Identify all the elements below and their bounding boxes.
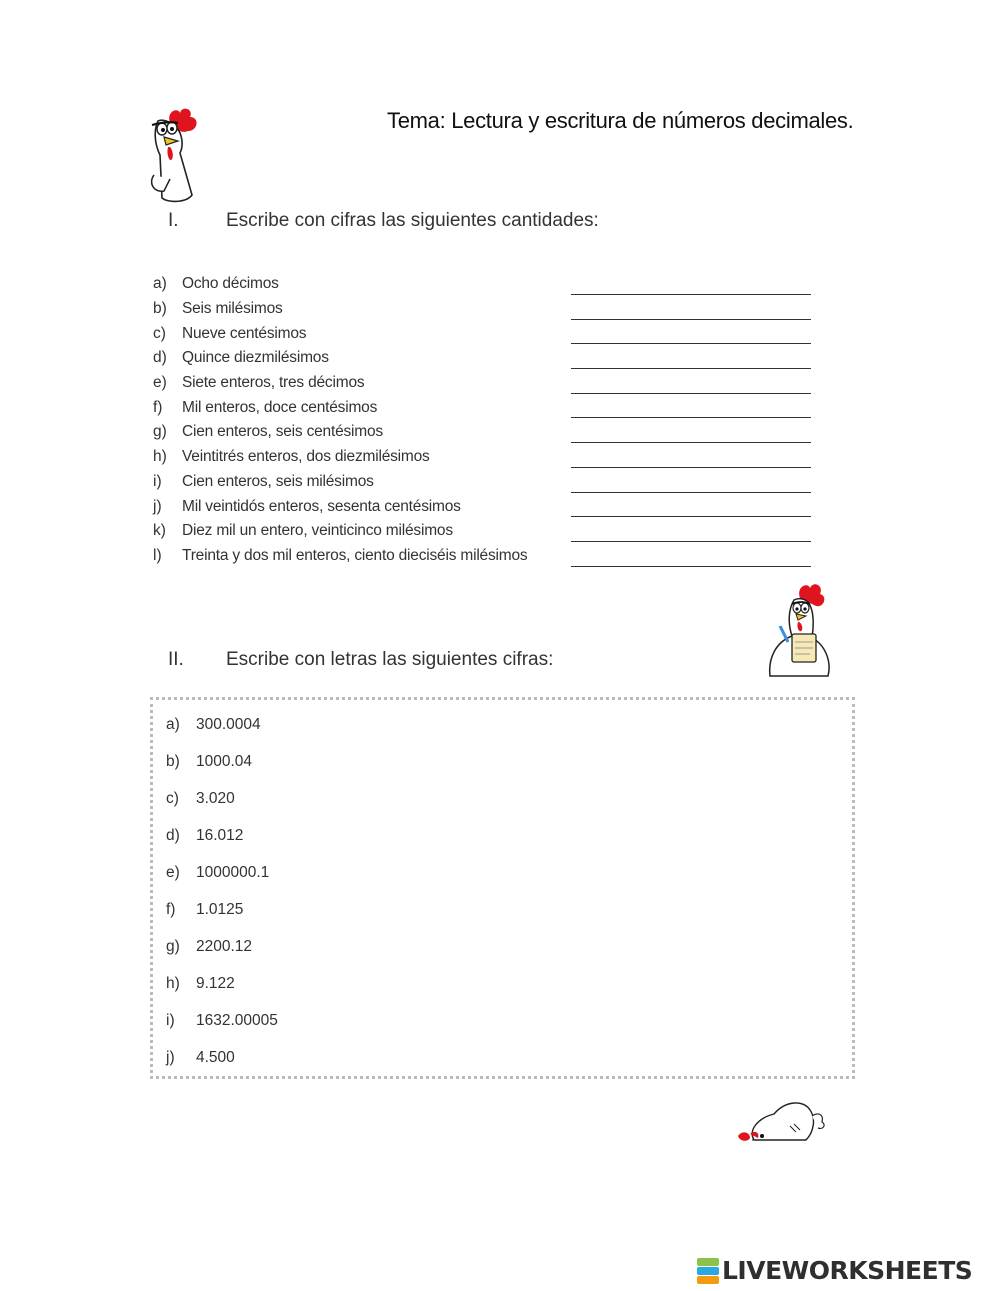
- section-2-instruction: Escribe con letras las siguientes cifras:: [226, 649, 554, 670]
- item-letter: g): [153, 423, 167, 441]
- answer-line[interactable]: [571, 294, 811, 295]
- list-item: [153, 395, 823, 420]
- item-letter: j): [166, 1048, 175, 1066]
- logo-square-green: [697, 1258, 719, 1266]
- item-value: 4.500: [196, 1048, 235, 1066]
- rooster-peeking-illustration: [148, 103, 200, 205]
- item-letter: b): [166, 752, 180, 770]
- list-item: [153, 519, 823, 544]
- item-letter: a): [153, 275, 167, 293]
- item-letter: i): [166, 1011, 175, 1029]
- item-text: Cien enteros, seis centésimos: [182, 423, 383, 441]
- item-text: Seis milésimos: [182, 300, 283, 318]
- item-letter: g): [166, 937, 180, 955]
- list-item: [153, 420, 823, 445]
- list-item: [166, 706, 278, 743]
- item-letter: i): [153, 472, 162, 490]
- list-item: [153, 272, 823, 297]
- item-letter: e): [166, 863, 180, 881]
- list-item: [166, 1039, 278, 1076]
- list-item: [166, 891, 278, 928]
- list-item: [166, 780, 278, 817]
- item-value: 3.020: [196, 789, 235, 807]
- item-text: Nueve centésimos: [182, 324, 307, 342]
- list-item: [166, 928, 278, 965]
- list-item: [166, 743, 278, 780]
- item-text: Treinta y dos mil enteros, ciento dieciséis milésimos: [182, 546, 528, 564]
- item-letter: b): [153, 300, 167, 318]
- item-value: 16.012: [196, 826, 244, 844]
- item-letter: k): [153, 522, 166, 540]
- answer-line[interactable]: [571, 417, 811, 418]
- item-letter: j): [153, 497, 162, 515]
- list-item: [166, 854, 278, 891]
- list-item: [153, 445, 823, 470]
- item-letter: d): [166, 826, 180, 844]
- item-letter: h): [166, 974, 180, 992]
- logo-icon: [697, 1258, 719, 1284]
- section-2-list: [166, 706, 278, 1076]
- item-text: Mil enteros, doce centésimos: [182, 398, 378, 416]
- list-item: [166, 1002, 278, 1039]
- answer-line[interactable]: [571, 368, 811, 369]
- item-letter: f): [166, 900, 176, 918]
- answer-line[interactable]: [571, 541, 811, 542]
- logo-square-blue: [697, 1267, 719, 1275]
- answer-line[interactable]: [571, 442, 811, 443]
- answer-line[interactable]: [571, 343, 811, 344]
- list-item: [153, 470, 823, 495]
- list-item: [153, 321, 823, 346]
- answer-line[interactable]: [571, 492, 811, 493]
- rooster-notepad-illustration: [766, 580, 834, 678]
- list-item: [166, 817, 278, 854]
- liveworksheets-logo: [697, 1256, 972, 1285]
- page-title: Tema: Lectura y escritura de números decimales.: [387, 108, 854, 133]
- item-value: 1632.00005: [196, 1011, 278, 1029]
- item-text: Ocho décimos: [182, 275, 279, 293]
- item-letter: h): [153, 448, 167, 466]
- item-letter: e): [153, 374, 167, 392]
- answer-line[interactable]: [571, 566, 811, 567]
- logo-text: LIVEWORKSHEETS: [722, 1256, 973, 1285]
- list-item: [153, 371, 823, 396]
- item-value: 9.122: [196, 974, 235, 992]
- list-item: [153, 297, 823, 322]
- list-item: [166, 965, 278, 1002]
- logo-square-orange: [697, 1276, 719, 1284]
- answer-line[interactable]: [571, 319, 811, 320]
- section-1-heading: [168, 210, 599, 232]
- section-1-instruction: Escribe con cifras las siguientes cantidades:: [226, 210, 599, 231]
- item-letter: f): [153, 398, 163, 416]
- answer-line[interactable]: [571, 393, 811, 394]
- item-value: 1.0125: [196, 900, 244, 918]
- item-letter: a): [166, 715, 180, 733]
- item-text: Cien enteros, seis milésimos: [182, 472, 374, 490]
- item-text: Siete enteros, tres décimos: [182, 374, 365, 392]
- list-item: [153, 346, 823, 371]
- item-letter: c): [153, 324, 166, 342]
- section-1-list: [153, 272, 823, 568]
- section-2-number: II.: [168, 649, 184, 670]
- section-2-heading: [168, 649, 553, 671]
- section-1-number: I.: [168, 210, 179, 231]
- rooster-lying-illustration: [734, 1096, 830, 1144]
- item-letter: d): [153, 349, 167, 367]
- answer-line[interactable]: [571, 516, 811, 517]
- item-value: 1000.04: [196, 752, 253, 770]
- item-value: 2200.12: [196, 937, 253, 955]
- item-value: 300.0004: [196, 715, 261, 733]
- item-value: 1000000.1: [196, 863, 270, 881]
- item-letter: c): [166, 789, 179, 807]
- item-text: Mil veintidós enteros, sesenta centésimos: [182, 497, 461, 515]
- item-letter: l): [153, 546, 162, 564]
- item-text: Veintitrés enteros, dos diezmilésimos: [182, 448, 430, 466]
- item-text: Quince diezmilésimos: [182, 349, 329, 367]
- list-item: [153, 544, 823, 569]
- list-item: [153, 494, 823, 519]
- answer-line[interactable]: [571, 467, 811, 468]
- item-text: Diez mil un entero, veinticinco milésimos: [182, 522, 453, 540]
